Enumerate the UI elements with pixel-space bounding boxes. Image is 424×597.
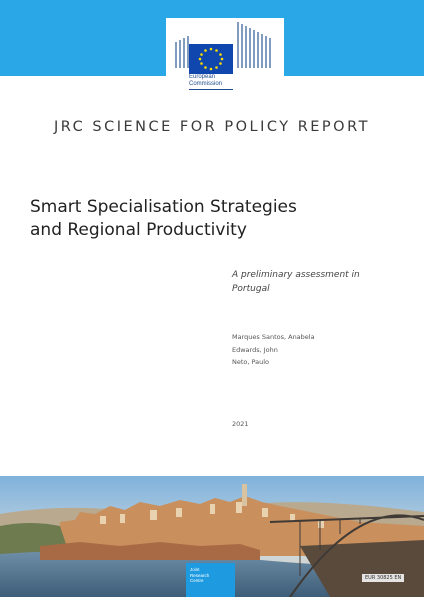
ec-logo-text <box>189 74 222 88</box>
european-commission-logo <box>166 18 284 98</box>
author-list <box>232 331 315 369</box>
author-name: Marques Santos, Anabela <box>232 333 315 341</box>
report-title <box>30 196 400 242</box>
title-line-2: and Regional Productivity <box>30 220 247 240</box>
series-title: JRC SCIENCE FOR POLICY REPORT <box>54 119 370 135</box>
jrc-line-2: Research <box>190 572 210 578</box>
jrc-logo-box <box>186 563 235 597</box>
title-line-1: Smart Specialisation Strategies <box>30 197 297 217</box>
author-name: Edwards, John <box>232 345 278 354</box>
jrc-line-1: Joint <box>190 567 200 572</box>
logo-underline <box>189 89 233 90</box>
logo-line-1: European <box>189 74 216 80</box>
report-number: EUR 30825 EN <box>362 574 404 582</box>
jrc-logo-text <box>190 567 209 584</box>
author-name: Neto, Paulo <box>232 358 270 366</box>
ec-building-flag-icon <box>166 18 284 74</box>
logo-line-2: Commission <box>189 81 223 87</box>
subtitle-line-1: A preliminary assessment in <box>232 270 360 280</box>
report-subtitle <box>232 268 402 296</box>
subtitle-line-2: Portugal <box>232 284 270 294</box>
publication-year: 2021 <box>232 420 249 428</box>
jrc-line-3: Centre <box>190 578 204 583</box>
